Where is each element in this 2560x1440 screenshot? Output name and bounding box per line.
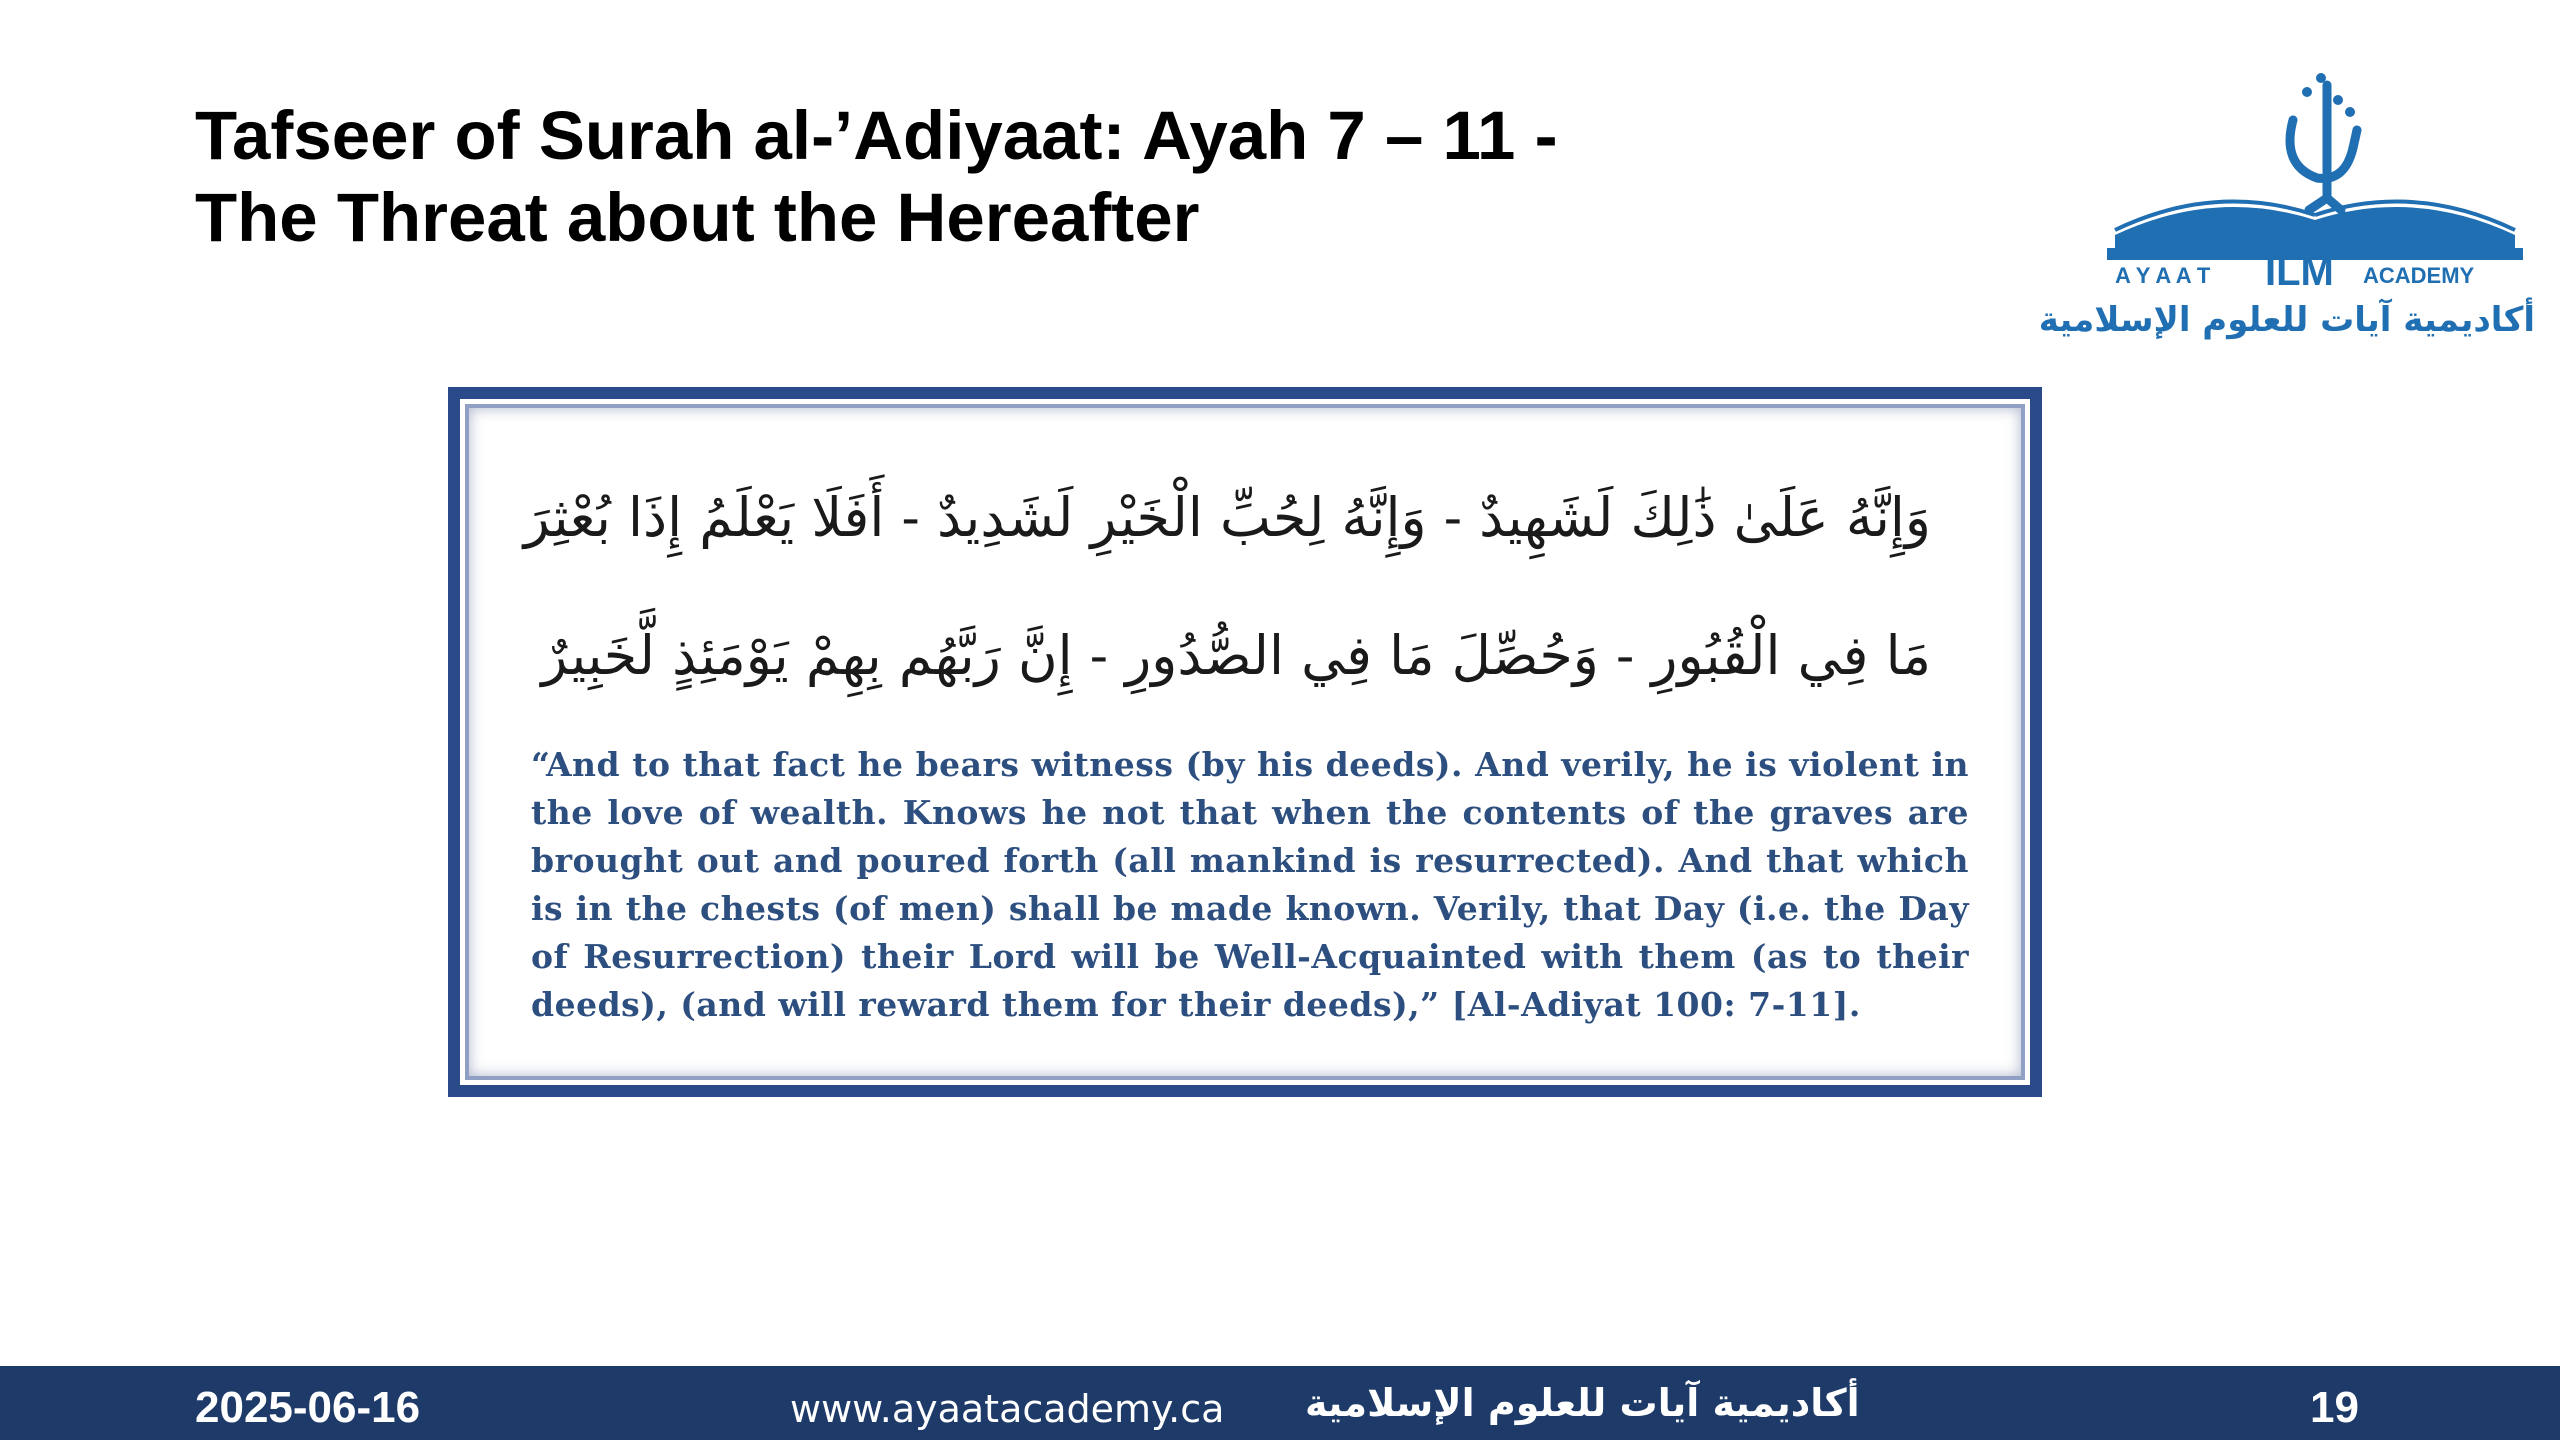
quran-quote-box (448, 387, 2042, 1097)
slide-page-number: 19 (2310, 1383, 2359, 1432)
footer-website-link[interactable]: www.ayaatacademy.ca (790, 1387, 1225, 1431)
footer-arabic-name: أكاديمية آيات للعلوم الإسلامية (1305, 1381, 1860, 1425)
slide-title-line-1: Tafseer of Surah al-’Adiyaat: Ayah 7 – 11 - (195, 97, 1558, 174)
logo-text-ayaat: A Y A A T (2115, 263, 2211, 285)
quote-content (465, 404, 2025, 1080)
open-book-calligraphy-icon (2095, 70, 2535, 285)
logo-arabic-name: أكاديمية آيات للعلوم الإسلامية (2038, 300, 2535, 340)
arabic-verse-line-2: مَا فِي الْقُبُورِ - وَحُصِّلَ مَا فِي الصُّدُورِ - إِنَّ رَبَّهُم بِهِمْ يَوْمَئِذٍ لَّخَبِيرٌ (541, 624, 1931, 687)
quote-frame (460, 399, 2030, 1085)
english-translation: “And to that fact he bears witness (by his deeds). And verily, he is violent in the love of wealth. Knows he not that when the contents of the graves are brought out and poured forth (all mankind is resurrected). And that which is in the chests (of men) shall be made known. Verily, that Day (i.e. the Day of Resurrection) their Lord will be Well-Acquainted with them (as to their deeds), (and will reward them for their deeds),” [Al-Adiyat 100: 7-11]. (531, 745, 1969, 1024)
logo-text-academy: ACADEMY (2363, 263, 2475, 285)
slide-title (195, 95, 1795, 259)
ayaat-ilm-academy-logo (2038, 70, 2535, 360)
footer-bar (0, 1366, 2560, 1440)
slide-title-line-2: The Threat about the Hereafter (195, 179, 1200, 256)
arabic-verse-line-1: وَإِنَّهُ عَلَىٰ ذَٰلِكَ لَشَهِيدٌ - وَإِنَّهُ لِحُبِّ الْخَيْرِ لَشَدِيدٌ - أَفَلَا يَعْلَمُ إِذَا بُعْثِرَ (523, 486, 1931, 549)
logo-text-ilm: ILM (2265, 250, 2334, 285)
footer-date: 2025-06-16 (195, 1383, 421, 1432)
